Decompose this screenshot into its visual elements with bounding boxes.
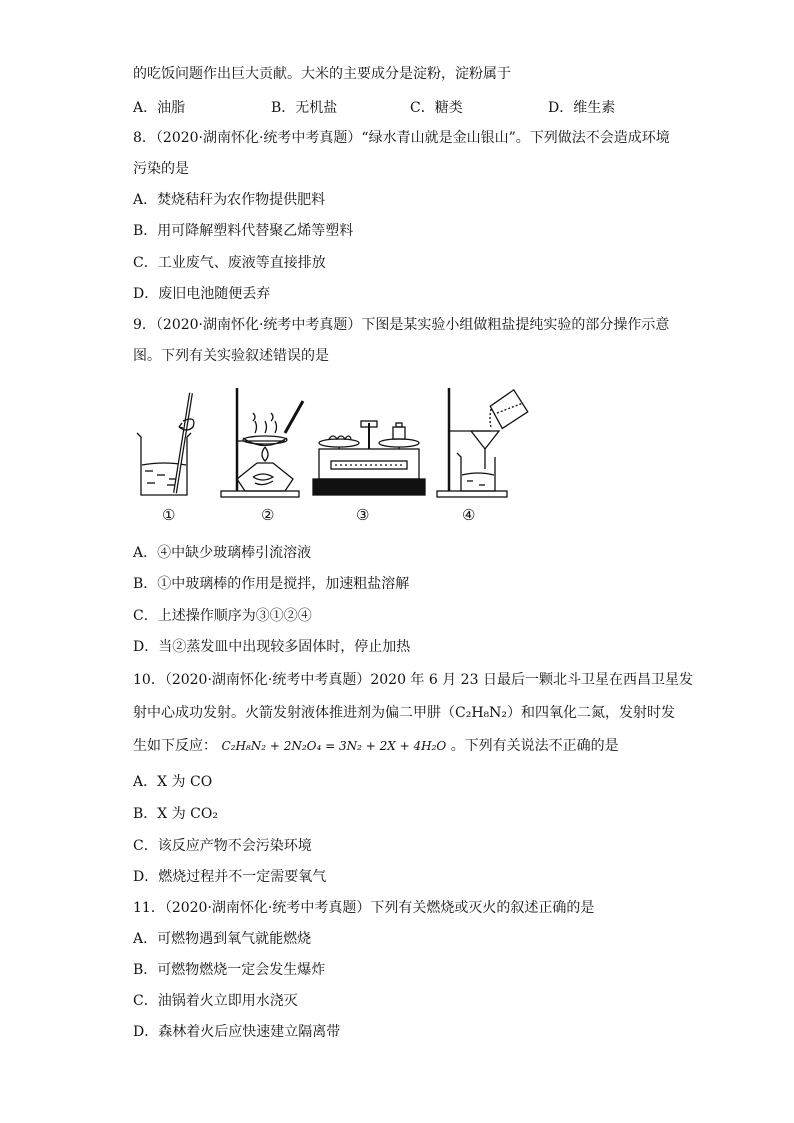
q11-option-c: C．油锅着火立即用水浇灭 <box>133 993 298 1009</box>
q10-stem-line1: 10．（2020·湖南怀化·统考中考真题）2020 年 6 月 23 日最后一颗北斗卫星在西昌卫星发 <box>133 672 693 688</box>
q7-option-d: D．维生素 <box>548 100 616 116</box>
figure-labels <box>0 506 794 526</box>
q8-option-a: A．焚烧秸秆为农作物提供肥料 <box>133 192 326 208</box>
q8-stem-line2: 污染的是 <box>133 161 189 177</box>
q7-option-c: C．糖类 <box>410 100 463 116</box>
q11-option-a: A．可燃物遇到氧气就能燃烧 <box>133 931 312 947</box>
q9-stem-line2: 图。下列有关实验叙述错误的是 <box>133 348 329 364</box>
q11-option-b: B．可燃物燃烧一定会发生爆炸 <box>133 962 326 978</box>
figure-label-2: ② <box>261 506 275 524</box>
q10-stem-line2: 射中心成功发射。火箭发射液体推进剂为偏二甲肼（C₂H₈N₂）和四氧化二氮，发射时发 <box>133 705 676 721</box>
q10-option-b: B．X 为 CO₂ <box>133 806 218 822</box>
q10-option-c: C．该反应产物不会污染环境 <box>133 838 312 854</box>
q7-option-b: B．无机盐 <box>271 100 338 116</box>
q9-option-d: D．当②蒸发皿中出现较多固体时，停止加热 <box>133 639 411 655</box>
figure-label-1: ① <box>162 506 176 524</box>
evaporation-setup-icon <box>221 388 303 497</box>
q8-option-c: C．工业废气、废液等直接排放 <box>133 255 326 271</box>
q10-stem-line3 <box>133 736 619 756</box>
q7-text: 的吃饭问题作出巨大贡献。大米的主要成分是淀粉，淀粉属于 <box>133 66 511 82</box>
q11-stem: 11．（2020·湖南怀化·统考中考真题）下列有关燃烧或灭火的叙述正确的是 <box>133 900 595 916</box>
figure-label-3: ③ <box>356 506 370 524</box>
q9-option-a: A．④中缺少玻璃棒引流溶液 <box>133 545 312 561</box>
q9-option-b: B．①中玻璃棒的作用是搅拌，加速粗盐溶解 <box>133 576 410 592</box>
q8-option-d: D．废旧电池随便丢弃 <box>133 286 271 302</box>
q10-option-a: A．X 为 CO <box>133 774 213 790</box>
q7-option-a: A．油脂 <box>133 100 186 116</box>
q9-stem-line1: 9．（2020·湖南怀化·统考中考真题）下图是某实验小组做粗盐提纯实验的部分操作示意 <box>133 317 670 333</box>
q10-option-d: D．燃烧过程并不一定需要氧气 <box>133 869 327 885</box>
q10-stem-line3-prefix: 生如下反应： <box>133 738 217 754</box>
figure-label-4: ④ <box>462 506 476 524</box>
q10-stem-line3-suffix: 。下列有关说法不正确的是 <box>450 738 619 754</box>
filtration-setup-icon <box>437 388 530 497</box>
q8-option-b: B．用可降解塑料代替聚乙烯等塑料 <box>133 223 354 239</box>
q11-option-d: D．森林着火后应快速建立隔离带 <box>133 1024 341 1040</box>
q9-option-c: C．上述操作顺序为③①②④ <box>133 608 312 624</box>
beaker-stirring-icon <box>137 393 194 495</box>
balance-scale-icon <box>313 421 425 495</box>
q8-stem-line1: 8．（2020·湖南怀化·统考中考真题）“绿水青山就是金山银山”。下列做法不会造成环境 <box>133 130 670 146</box>
reaction-equation: C₂H₈N₂ + 2N₂O₄ = 3N₂ + 2X + 4H₂O <box>221 739 447 753</box>
salt-purification-figure <box>135 383 545 503</box>
